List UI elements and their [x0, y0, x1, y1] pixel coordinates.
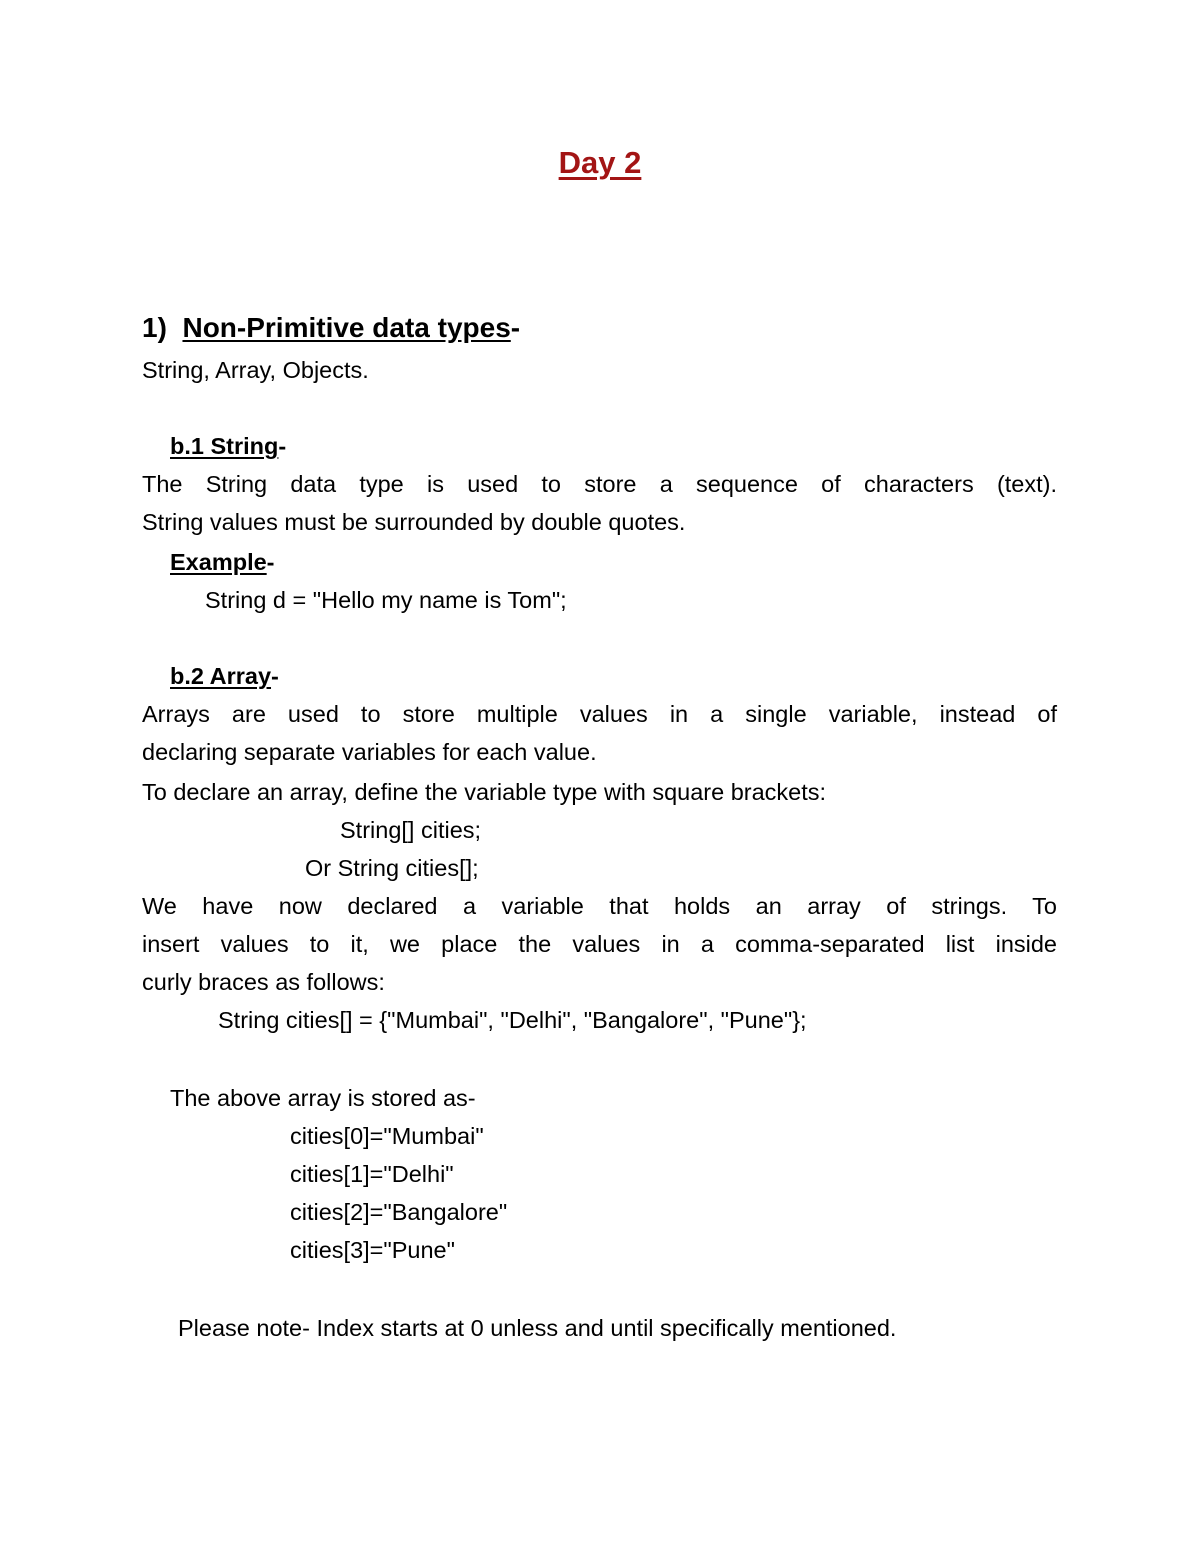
- array-element: cities[0]="Mumbai": [290, 1123, 484, 1149]
- array-element: cities[1]="Delhi": [290, 1161, 454, 1187]
- string-heading-text: b.1 String: [170, 433, 279, 459]
- paragraph-line: Arrays are used to store multiple values in a single variable, instead of: [142, 701, 1057, 727]
- paragraph-line: String values must be surrounded by double quotes.: [142, 509, 686, 535]
- example-dash: -: [266, 549, 275, 575]
- code-line: String cities[] = {"Mumbai", "Delhi", "Bangalore", "Pune"};: [218, 1007, 807, 1033]
- heading-dash: -: [278, 433, 287, 459]
- paragraph-line: The String data type is used to store a sequence of characters (text).: [142, 471, 1057, 497]
- index-note: Please note- Index starts at 0 unless and until specifically mentioned.: [178, 1315, 897, 1341]
- paragraph-line: insert values to it, we place the values in a comma-separated list inside: [142, 931, 1057, 957]
- code-line: Or String cities[];: [305, 855, 479, 881]
- heading-dash: -: [271, 663, 279, 689]
- section-heading: [142, 309, 520, 347]
- paragraph-line: curly braces as follows:: [142, 969, 385, 995]
- example-label-text: Example: [170, 549, 267, 575]
- section-number: 1): [142, 312, 167, 343]
- example-label: [170, 543, 275, 581]
- paragraph-line: To declare an array, define the variable type with square brackets:: [142, 779, 827, 805]
- array-element: cities[3]="Pune": [290, 1237, 455, 1263]
- string-heading: [170, 427, 286, 465]
- paragraph-line: declaring separate variables for each value.: [142, 739, 597, 765]
- code-line: String[] cities;: [340, 817, 482, 843]
- section-title: Non-Primitive data types: [182, 312, 511, 343]
- stored-as-label: The above array is stored as-: [170, 1085, 476, 1111]
- page-title: Day 2: [558, 145, 642, 180]
- array-element: cities[2]="Bangalore": [290, 1199, 508, 1225]
- array-heading-text: b.2 Array: [170, 663, 272, 689]
- heading-dash: -: [510, 312, 521, 343]
- array-heading: [170, 657, 279, 695]
- code-line: String d = "Hello my name is Tom";: [205, 587, 567, 613]
- paragraph-line: We have now declared a variable that holds an array of strings. To: [142, 893, 1057, 919]
- types-list: String, Array, Objects.: [142, 357, 369, 383]
